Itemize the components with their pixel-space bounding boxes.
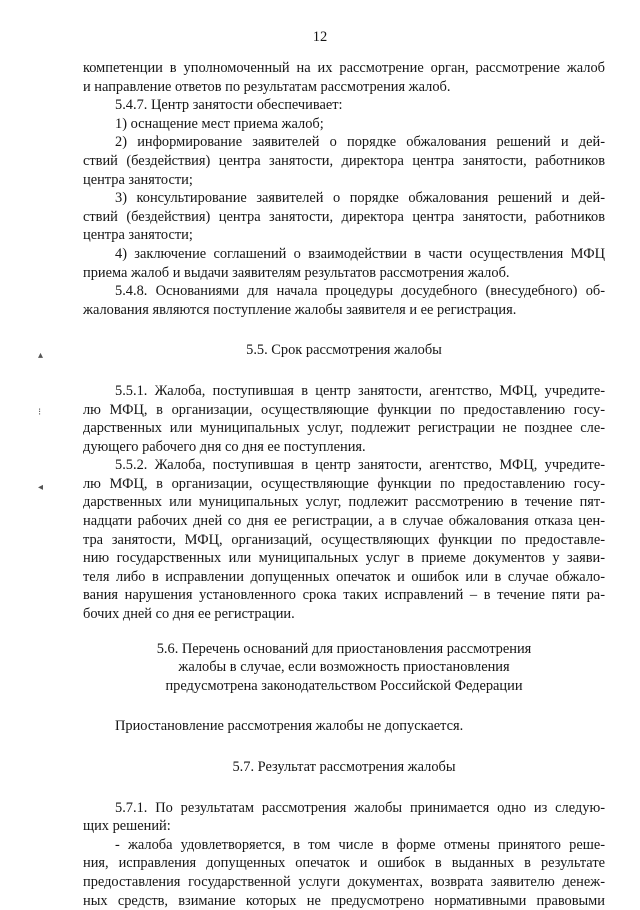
section-heading-5-7: 5.7. Результат рассмотрения жалобы (232, 759, 456, 775)
paragraph-5-6: Приостановление рассмотрения жалобы не допускается. (115, 718, 464, 735)
section-heading-5-5: 5.5. Срок рассмотрения жалобы (246, 342, 442, 359)
page-number: 12 (312, 29, 328, 45)
scan-speck-mark: ▴ (38, 350, 44, 361)
list-item-2: 2) информирование заявителей о порядке обжалования решений и дей- ствий (бездействия) центра занятости, директора центра занятости, работников центра занятости; (83, 134, 605, 188)
paragraph-5-4-7: 5.4.7. Центр занятости обеспечивает: (115, 97, 343, 114)
paragraph-continuation: компетенции в уполномоченный на их рассмотрение орган, рассмотрение жалоб и направление ответов по результатам рассмотрения жалоб. (83, 60, 605, 95)
paragraph-5-5-1: 5.5.1. Жалоба, поступившая в центр занятости, агентство, МФЦ, учредите- лю МФЦ, в организации, осуществляющие функции по предоставлению госу- дарственных или муниципальных услуг, подлежит регистрации не позднее сле- дующего рабочего дня со дня ее поступления. (83, 382, 605, 455)
section-heading-5-6: 5.6. Перечень оснований для приостановления рассмотрения жалобы в случае, если возможность приостановления предусмотрена законодательством Российской Федерации (156, 640, 532, 694)
list-item-1: 1) оснащение мест приема жалоб; (115, 115, 324, 132)
list-item-3: 3) консультирование заявителей о порядке обжалования решений и дей- ствий (бездействия) центра занятости, директора центра занятости, работников центра занятости; (83, 190, 605, 244)
list-bullet-1: - жалоба удовлетворяется, в том числе в форме отмены принятого реше- ния, исправления допущенных опечаток и ошибок в выданных в результате предоставления государственной услуги документах, возврата заявителю денеж- ных средств, взимание которых не предусмотрено нормативными правовыми (83, 836, 605, 909)
list-item-4: 4) заключение соглашений о взаимодействии в части осуществления МФЦ приема жалоб и выдачи заявителям результатов рассмотрения жалоб. (83, 245, 605, 281)
scan-speck-mark: ⁝ (38, 407, 42, 418)
paragraph-5-7-1: 5.7.1. По результатам рассмотрения жалобы принимается одно из следую- щих решений: (83, 799, 605, 835)
paragraph-5-4-8: 5.4.8. Основаниями для начала процедуры досудебного (внесудебного) об- жалования являются поступление жалобы заявителя и ее регистрация. (83, 283, 605, 318)
scan-speck-mark: ◂ (38, 482, 44, 493)
paragraph-5-5-2: 5.5.2. Жалоба, поступившая в центр занятости, агентство, МФЦ, учредите- лю МФЦ, в организации, осуществляющие функции по предоставлению госу- дарственных или муниципальных услуг, подлежит рассмотрению в течение пят- надцати рабочих дней со дня ее регистрации, а в случае обжалования отказа цен- тра занятости, МФЦ, организаций, осуществляющих функции по предоставле- нию государственных или муниципальных услуг в приеме документов у заяви- теля либо в исправлении допущенных опечаток и ошибок или в случае обжало- вания нарушения установленного срока таких исправлений – в течение пяти ра- бочих дней со дня ее регистрации. (83, 457, 605, 623)
document-body (83, 59, 605, 910)
